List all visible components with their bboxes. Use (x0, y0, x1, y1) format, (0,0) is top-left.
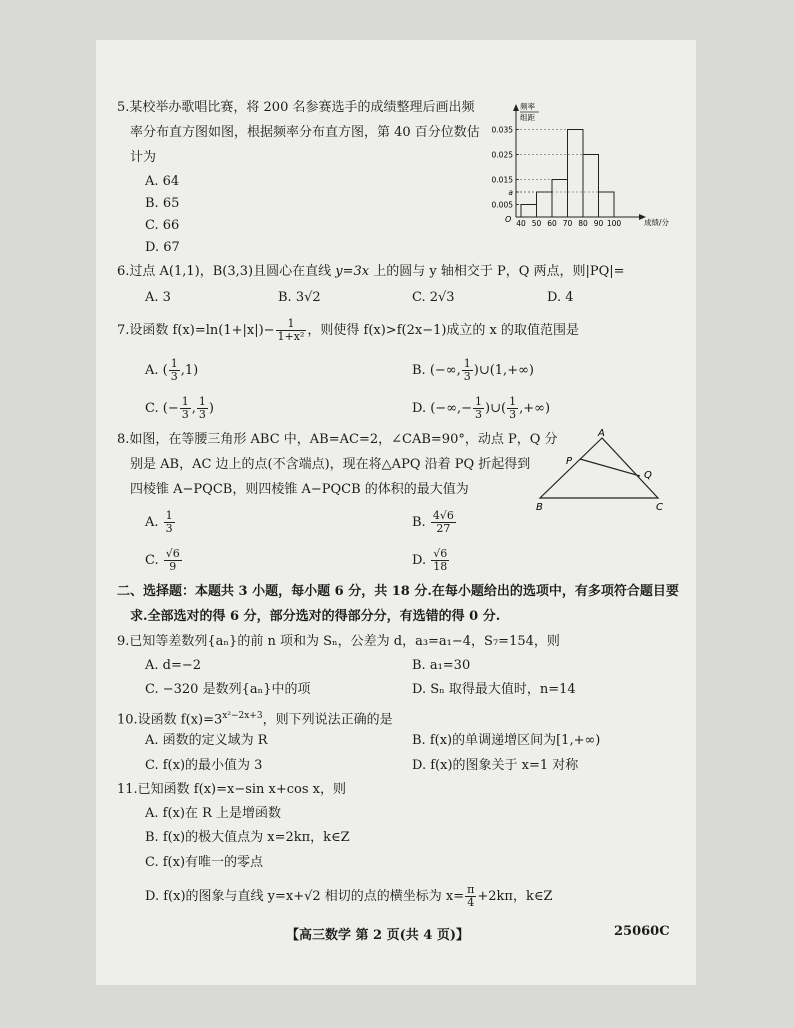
q6-stem-a: 6.过点 A(1,1)，B(3,3)且圆心在直线 (117, 264, 336, 279)
q8-option-c (145, 548, 183, 573)
q5-line1: 5.某校举办歌唱比赛，将 200 名参赛选手的成绩整理后画出频 (117, 100, 475, 115)
q9-option-c: C. −320 是数列{aₙ}中的项 (145, 682, 311, 697)
q7-optA-frac (169, 358, 180, 383)
q5-line2: 率分布直方图如图，根据频率分布直方图，第 40 百分位数估 (130, 125, 480, 140)
q7-optD-frac1 (473, 396, 484, 421)
q8-optA-den: 3 (165, 522, 173, 535)
q9-stem: 9.已知等差数列{aₙ}的前 n 项和为 Sₙ，公差为 d，a₃=a₁−4，S₇=154，则 (117, 634, 560, 649)
q11-option-a: A. f(x)在 R 上是增函数 (145, 806, 281, 821)
q8-optA-num: 1 (165, 509, 173, 522)
q11-stem: 11.已知函数 f(x)=x−sin x+cos x，则 (117, 782, 347, 797)
q11-optD-pre: D. f(x)的图象与直线 y=x+√2 相切的点的横坐标为 x= (145, 889, 465, 904)
q5-option-d: D. 67 (145, 240, 180, 255)
q8-option-d (412, 548, 450, 573)
histogram-bar (552, 180, 568, 218)
q10-stem-a: 10.设函数 f(x)=3 (117, 712, 223, 728)
q7-option-d (412, 396, 550, 421)
q7-frac-num: 1 (276, 318, 307, 331)
q11-optD-post: +2kπ，k∈Z (477, 889, 553, 904)
histogram-xtick-label: 80 (578, 219, 588, 228)
q7-stem-b: ，则使得 f(x)>f(2x−1)成立的 x 的取值范围是 (307, 323, 580, 338)
triangle-abc (540, 438, 658, 498)
q10-stem-b: ，则下列说法正确的是 (262, 712, 393, 728)
histogram-ytick-label: 0.005 (491, 200, 513, 210)
q7-optD-frac2 (507, 396, 518, 421)
q11-optD-num: π (467, 883, 475, 896)
q6-stem-line: y=3x (335, 264, 370, 279)
q7-stem (117, 318, 579, 343)
histogram-xtick-label: 90 (593, 219, 604, 228)
histogram-yticks (492, 126, 519, 210)
q8-optC-den: 9 (169, 560, 177, 573)
q11-option-d (145, 884, 553, 909)
q7-optD-mid: )∪( (485, 401, 507, 416)
q8-optA-label: A. (145, 515, 159, 530)
histogram-xtick-label: 40 (516, 219, 526, 228)
q7-option-c (145, 396, 214, 421)
q7-optD-den1: 3 (475, 408, 483, 421)
q7-optD-den2: 3 (509, 408, 517, 421)
section2-line1: 二、选择题：本题共 3 小题，每小题 6 分，共 18 分.在每小题给出的选项中，有多项符合题目要 (117, 584, 679, 599)
q8-line3: 四棱锥 A−PQCB，则四棱锥 A−PQCB 的体积的最大值为 (130, 482, 469, 497)
q5-option-a: A. 64 (145, 174, 180, 189)
q6-option-a: A. 3 (145, 290, 171, 305)
q8-line1: 8.如图，在等腰三角形 ABC 中，AB=AC=2，∠CAB=90°，动点 P，Q 分 (117, 432, 558, 447)
q6-option-d: D. 4 (547, 290, 574, 305)
frequency-histogram (490, 98, 670, 230)
q8-optC-num: √6 (165, 547, 180, 560)
q10-stem (117, 708, 393, 728)
histogram-ytick-label: 0.015 (491, 175, 513, 185)
q6-stem (117, 264, 625, 280)
q7-optB-post: )∪(1,+∞) (473, 363, 534, 378)
label-c: C (656, 502, 663, 513)
label-q: Q (644, 470, 652, 481)
q8-optD-frac (431, 548, 449, 573)
label-b: B (536, 502, 543, 513)
q7-optC-mid: , (191, 401, 196, 416)
q11-optD-frac (465, 884, 476, 909)
histogram-bar (568, 130, 584, 218)
footer-exam-code: 25060C (614, 924, 670, 939)
footer-page-title: 【高三数学 第 2 页(共 4 页)】 (286, 928, 470, 943)
histogram-origin: O (505, 215, 512, 224)
q7-optC-pre: C. (− (145, 401, 179, 416)
q9-option-d: D. Sₙ 取得最大值时，n=14 (412, 682, 576, 697)
q9-option-a: A. d=−2 (145, 658, 202, 673)
q7-optC-den2: 3 (198, 408, 206, 421)
q6-stem-c: 上的圆与 y 轴相交于 P，Q 两点，则|PQ|= (369, 264, 625, 279)
q8-option-a (145, 510, 176, 535)
q7-frac-den: 1+x² (277, 330, 305, 343)
q7-option-b (412, 358, 534, 383)
q10-stem-exponent: x²−2x+3 (222, 711, 263, 721)
q7-optA-den: 3 (170, 370, 178, 383)
histogram-ylabel-bottom: 组距 (520, 113, 535, 122)
q8-option-b (412, 510, 457, 535)
q8-optC-label: C. (145, 553, 159, 568)
q10-option-a: A. 函数的定义域为 R (145, 733, 268, 748)
q7-optC-num1: 1 (181, 395, 189, 408)
q7-optC-frac2 (197, 396, 208, 421)
q7-optB-num: 1 (463, 357, 471, 370)
q8-optB-den: 27 (436, 522, 451, 535)
q7-optD-num1: 1 (475, 395, 483, 408)
histogram-bars (516, 130, 614, 218)
q7-optA-num: 1 (170, 357, 178, 370)
q9-option-b: B. a₁=30 (412, 658, 471, 673)
q7-optA-post: ,1) (180, 363, 199, 378)
label-p: P (566, 456, 573, 467)
histogram-bar (583, 155, 599, 218)
q8-optA-frac (164, 510, 175, 535)
q8-optB-label: B. (412, 515, 426, 530)
histogram-xtick-label: 50 (531, 219, 542, 228)
q7-fraction (276, 318, 307, 343)
q7-optC-num2: 1 (198, 395, 206, 408)
q11-option-b: B. f(x)的极大值点为 x=2kπ，k∈Z (145, 830, 350, 845)
q8-optD-num: √6 (433, 547, 448, 560)
q7-optC-post: ) (208, 401, 214, 416)
histogram-xlabel: 成绩/分 (644, 218, 670, 227)
q5-option-c: C. 66 (145, 218, 180, 233)
q8-optB-frac (431, 510, 456, 535)
q7-option-a (145, 358, 198, 383)
histogram-xticks (516, 219, 621, 228)
histogram-bar (537, 192, 553, 217)
q7-optA-pre: A. ( (145, 363, 168, 378)
section2-line2: 求.全部选对的得 6 分，部分选对的得部分分，有选错的得 0 分. (130, 609, 501, 624)
q7-stem-a: 7.设函数 f(x)=ln(1+|x|)− (117, 323, 275, 338)
q7-optD-num2: 1 (509, 395, 517, 408)
q11-option-c: C. f(x)有唯一的零点 (145, 855, 264, 870)
q7-optD-post: ,+∞) (519, 401, 551, 416)
histogram-ylabel-top: 频率 (520, 102, 535, 111)
q8-optC-frac (164, 548, 182, 573)
histogram-bar (599, 192, 615, 217)
q6-option-c: C. 2√3 (412, 290, 455, 305)
q7-optB-frac (462, 358, 473, 383)
q7-optD-pre: D. (−∞,− (412, 401, 473, 416)
q8-line2: 别是 AB，AC 边上的点(不含端点)，现在将△APQ 沿着 PQ 折起得到 (130, 457, 531, 472)
q5-line3: 计为 (130, 150, 157, 165)
q11-optD-den: 4 (467, 896, 475, 909)
q8-optD-label: D. (412, 553, 427, 568)
histogram-xtick-label: 100 (606, 219, 622, 228)
q10-option-c: C. f(x)的最小值为 3 (145, 758, 263, 773)
triangle-figure (530, 428, 670, 514)
label-a: A (598, 428, 605, 439)
q7-optC-frac1 (180, 396, 191, 421)
q5-option-b: B. 65 (145, 196, 180, 211)
histogram-ytick-label: 0.035 (491, 125, 513, 135)
histogram-bar (521, 205, 537, 218)
q10-option-b: B. f(x)的单调递增区间为[1,+∞) (412, 733, 601, 748)
q7-optB-den: 3 (463, 370, 471, 383)
q7-optC-den1: 3 (181, 408, 189, 421)
q6-option-b: B. 3√2 (278, 290, 321, 305)
q8-optB-num: 4√6 (432, 509, 454, 522)
q10-option-d: D. f(x)的图象关于 x=1 对称 (412, 758, 579, 773)
histogram-xtick-label: 60 (547, 219, 557, 228)
histogram-ytick-label: a (508, 188, 513, 197)
segment-pq (580, 459, 640, 476)
histogram-ytick-label: 0.025 (491, 150, 513, 160)
histogram-xtick-label: 70 (562, 219, 573, 228)
q7-optB-pre: B. (−∞, (412, 363, 461, 378)
q8-optD-den: 18 (433, 560, 448, 573)
